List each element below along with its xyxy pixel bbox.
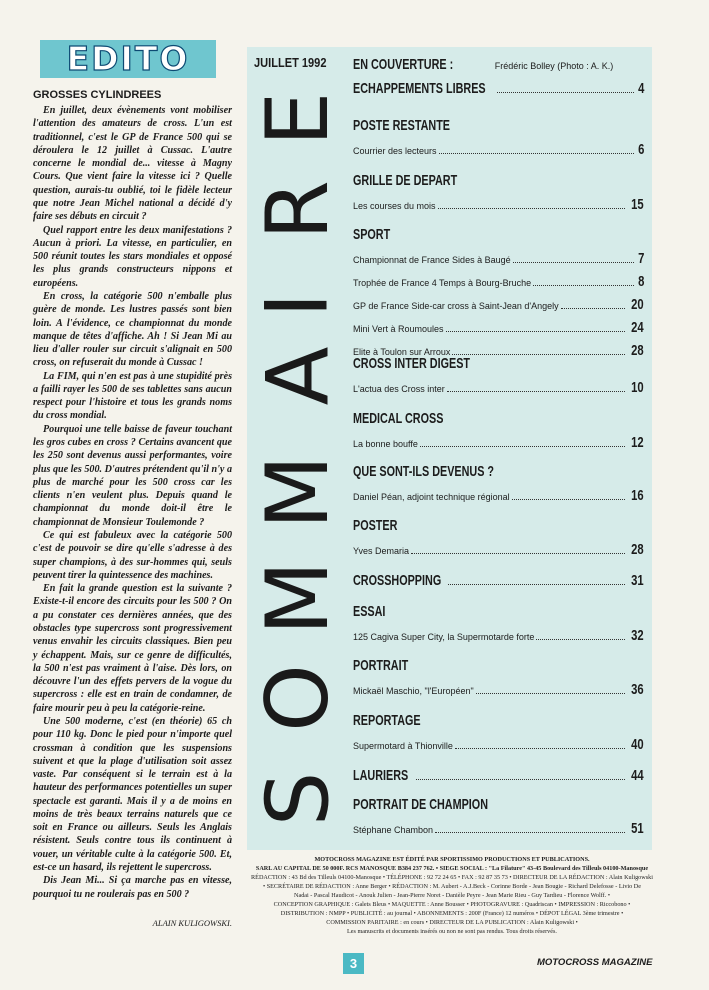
toc-page-number: 4 [637,80,644,97]
toc-page-number: 7 [637,250,644,267]
edito-paragraph: En fait la grande question est la suivante ? Existe-t-il encore des circuits pour les 500 ? On a pu constater ces dernières années, que des obstacles type supercross sont progressivement venus envahir les circuits classiques. Bien peu y échappent. Mais, sur ce genre de difficultés, la 500 n'est pas vraiment à l'aise. Dès lors, on découvre l'un des effets pervers de la vogue du supercross : elle est en train de condamner, de faire mourir peu à peu la catégorie-reine. [33,583,232,714]
toc-page-number: 28 [631,342,644,359]
cover-text: Frédéric Bolley (Photo : A. K.) [494,61,614,71]
toc-section [353,603,644,644]
edito-paragraph: Dis Jean Mi... Si ça marche pas en vitesse, pourquoi tu ne roulerais pas en 500 ? [33,875,232,900]
credits-line: • SECRÉTAIRE DE RÉDACTION : Anne Berger • RÉDACTION : M. Aubert - A.J.Beck - Corinne Borde - Jean Bougie - Richard Delefosse - Livio De [263,883,641,890]
toc-entry[interactable]: Championnat de France Sides à Baugé 7 [353,250,644,267]
edito-paragraph: En juillet, deux évènements vont mobiliser l'attention des amateurs de cross. L'un est traditionnel, c'est le GP de France 500 qui se déroulera le 12 juillet à Cussac. L'autre concerne le mondial de... vitesse à Magny Cours. Que vient faire la vitesse ici ? Quelle question, aurais-tu oublié, toi le fidèle lecteur que notre Jean Michel national a décidé d'y faire ses débuts en circuit ? [33,105,232,223]
toc-section [353,517,644,558]
toc-entry[interactable]: 125 Cagiva Super City, la Supermotarde forte 32 [353,627,644,644]
toc-entry[interactable]: Trophée de France 4 Temps à Bourg-Bruche 8 [353,273,644,290]
edito-paragraph: Quel rapport entre les deux manifestations ? Aucun à priori. La vitesse, en particulier, en 500 réunit toutes les stars mondiales et opposé les plus grands constructeurs nippons et européens. [33,224,232,289]
sommaire-letter: R [247,180,348,240]
page-number: 3 [343,953,364,974]
edito-signature: ALAIN KULIGOWSKI. [152,918,232,928]
toc-entry[interactable]: L'actua des Cross inter 10 [353,379,644,396]
sommaire-letter: E [248,91,348,147]
toc-page-number: 15 [631,196,644,213]
toc-section-title: CROSSHOPPING [353,572,442,589]
toc-section [353,410,644,451]
toc-entry[interactable]: Daniel Péan, adjoint technique régional 16 [353,487,644,504]
credits-line: COMMISSION PARITAIRE : en cours • DIRECTEUR DE LA PUBLICATION : Alain Kuligowski • [326,919,578,926]
toc-entry[interactable]: Les courses du mois 15 [353,196,644,213]
sommaire-letter: O [247,664,348,732]
credits-line: CONCEPTION GRAPHIQUE : Galets Bleus • MAQUETTE : Anne Bousser • PHOTOGRAVURE : Quadriscan • IMPRESSION : Riccobono • [273,901,631,908]
toc-page-number: 44 [631,767,644,784]
toc-section[interactable] [353,572,644,589]
credits-line: Nadai - Pascal Haudicot - Anouk Julien - Jean-Pierre Noret - Danièle Peyre - Jean Marie Rieu - Guy Tardieu - Florence Wolff. • [293,892,610,899]
toc-section[interactable] [353,767,644,784]
toc-entry[interactable]: Stéphane Chambon 51 [353,820,644,837]
toc-section-title: POSTE RESTANTE [353,117,451,134]
credits-line: RÉDACTION : 43 Bd des Tilleuls 04100-Manosque • TÉLÉPHONE : 92 72 24 65 • FAX : 92 87 35 73 • DIRECTEUR DE LA RÉDACTION : Alain Kuligowski [251,874,653,881]
toc-page-number: 31 [631,572,644,589]
toc-section-title: MEDICAL CROSS [353,410,444,427]
toc-page-number: 28 [631,541,644,558]
toc-entry[interactable]: Elite à Toulon sur Arroux 28 [353,342,644,359]
edito-paragraph: Pourquoi une telle baisse de faveur touchant les gros cubes en cross ? Certains avancent que les 250 sont devenus aussi performantes, voire plus que les 500. D'autres prétendent qu'il n'y a plus de marché pour les 500 cross car les clients n'en veulent plus. Depuis quand le championnat du monde doit-il être le championnat de Monsieur Toulemonde ? [33,423,232,528]
credits-line: DISTRIBUTION : NMPP • PUBLICITÉ : au journal • ABONNEMENTS : 200F (France) 12 numéros • DÉPOT LÉGAL 3ème trimestre • [280,910,624,917]
toc-section [353,117,644,158]
edito-paragraph: Ce qui est fabuleux avec la catégorie 500 c'est de pouvoir se dire qu'elle s'adresse à des super champions, à des sur-hommes qui, seuls peuvent tirer la quintessence des machines. [33,530,232,581]
credits-line: MOTOCROSS MAGAZINE EST ÉDITÉ PAR SPORTISSIMO PRODUCTIONS ET PUBLICATIONS. [314,856,590,863]
toc-page-number: 40 [631,736,644,753]
edito-title: EDITO [66,39,190,78]
toc-section-title: PORTRAIT [353,657,409,674]
edito-heading: GROSSES CYLINDREES [33,89,162,101]
toc-section [353,796,644,837]
edito-body [33,104,232,901]
toc-page-number: 32 [631,627,644,644]
toc-section-title: ESSAI [353,603,386,620]
edito-paragraph: La FIM, qui n'en est pas à une stupidité près a failli rayer les 500 de ses tablettes sans aucun respect pour l'histoire et tous les grands noms du cross mondial. [33,370,232,422]
toc-page-number: 24 [631,319,644,336]
sommaire-letter: A [248,346,348,406]
toc-section-title: ECHAPPEMENTS LIBRES [353,80,486,97]
toc-entry[interactable]: Yves Demaria 28 [353,541,644,558]
toc-entry[interactable]: Courrier des lecteurs 6 [353,141,644,158]
toc-section-title: CROSS INTER DIGEST [353,355,471,372]
toc-section-title: SPORT [353,226,391,243]
toc-page-number: 51 [631,820,644,837]
toc-entry[interactable]: Mini Vert à Roumoules 24 [353,319,644,336]
toc-entry[interactable]: Mickaël Maschio, "l'Européen" 36 [353,681,644,698]
toc-section [353,463,644,504]
toc-page-number: 6 [637,141,644,158]
toc-page-number: 8 [637,273,644,290]
edito-paragraph: En cross, la catégorie 500 n'emballe plus guère de monde. Les lustres passés sont bien loin. A l'évidence, ce championnat du monde manque de têtes d'affiche. Ah ! Si Jean Mi au lieu d'aller rouler sur circuit s'alignait en 500 cross, on refuserait du monde à Cussac ! [33,290,232,369]
toc-page-number: 12 [631,434,644,451]
sommaire-letter: M [247,560,348,636]
toc-section-title: GRILLE DE DEPART [353,172,458,189]
cover-label: EN COUVERTURE : [353,56,454,73]
toc-page-number: 36 [631,681,644,698]
toc-page-number: 20 [631,296,644,313]
sommaire-letter: S [248,771,348,827]
toc-entry[interactable]: GP de France Side-car cross à Saint-Jean d'Angely 20 [353,296,644,313]
toc-section [353,712,644,753]
publisher-credits [247,855,657,936]
toc-section [353,226,644,359]
sommaire-letter: I [248,292,348,318]
magazine-name: MOTOCROSS MAGAZINE [537,957,653,968]
cover-credit [353,56,613,73]
toc-section-title: REPORTAGE [353,712,421,729]
sommaire-letter: M [247,454,348,530]
toc-page-number: 10 [631,379,644,396]
toc-section[interactable] [353,80,644,97]
toc-section-title: PORTRAIT DE CHAMPION [353,796,488,813]
toc-section-title: POSTER [353,517,398,534]
toc-section [353,172,644,213]
edito-paragraph: Une 500 moderne, c'est (en théorie) 65 ch pour 110 kg. Donc le pied pour n'importe quel crossman à condition que les suspensions suivent et que la plage d'utilisation soit assez vaste. Par conséquent si le terrain est à la hauteur des performances potentielles un super spectacle est garanti. Mais il y a de moins en moins de très beaux terrains naturels que ce soit en France ou ailleurs. Seuls les Anglais résistent. Seuls contre tous ils continuent à vouer, un véritable culte à la catégorie 500. Et, est-ce un hasard, ils rejettent le supercross. [33,715,232,874]
toc-section-title: QUE SONT-ILS DEVENUS ? [353,463,495,480]
toc-page-number: 16 [631,487,644,504]
credits-line: SARL AU CAPITAL DE 50 000F. RCS MANOSQUE B384 237 762. • SIEGE SOCIAL : "La Filature" 43-45 Boulevard des Tilleuls 04100-Manosque [255,865,649,872]
toc-entry[interactable]: La bonne bouffe 12 [353,434,644,451]
toc-entry[interactable]: Supermotard à Thionville 40 [353,736,644,753]
credits-line: Les manuscrits et documents insérés ou non ne sont pas rendus. Tous droits réservés. [347,928,557,935]
issue-date: JUILLET 1992 [254,55,327,70]
toc-section [353,355,644,396]
toc-section-title: LAURIERS [353,767,409,784]
toc-section [353,657,644,698]
